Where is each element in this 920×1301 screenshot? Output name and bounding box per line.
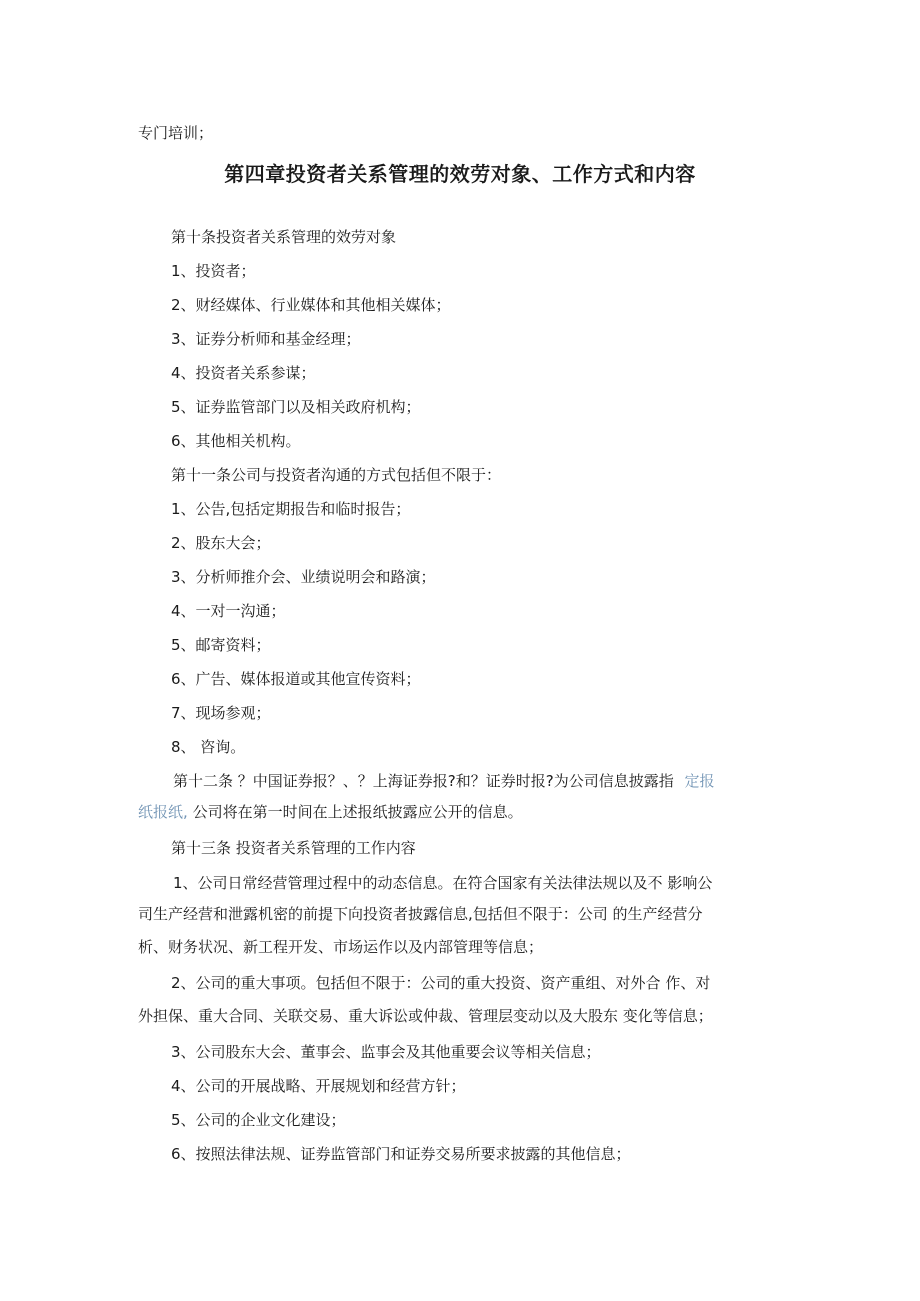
article-13-item-1-line: 1、公司日常经营管理过程中的动态信息。在符合国家有关法律法规以及不 影响公 [173, 874, 713, 892]
article-11-item: 6、广告、媒体报道或其他宣传资料； [171, 670, 421, 688]
article-10-item: 4、投资者关系参谋； [171, 364, 316, 382]
article-12-link[interactable]: 定报 [684, 772, 715, 790]
article-10-item: 2、财经媒体、行业媒体和其他相关媒体； [171, 296, 451, 314]
article-10-item: 3、证券分析师和基金经理； [171, 330, 361, 348]
article-12-text: 公司将在第一时间在上述报纸披露应公开的信息。 [192, 803, 523, 821]
article-11-item: 1、公告,包括定期报告和临时报告； [171, 500, 411, 518]
chapter-title: 第四章投资者关系管理的效劳对象、工作方式和内容 [224, 162, 696, 186]
article-12-link[interactable]: 纸报纸, [138, 803, 188, 821]
article-13-heading: 第十三条 投资者关系管理的工作内容 [171, 839, 416, 857]
article-12-text: 第十二条 ？中国证券报？、？上海证券报?和？证券时报?为公司信息披露指 [173, 772, 674, 790]
article-13-item-2-line: 2、公司的重大事项。包括但不限于：公司的重大投资、资产重组、对外合 作、对 [171, 974, 711, 992]
article-12-line-2 [138, 802, 523, 822]
article-11-item: 8、 咨询。 [171, 738, 246, 756]
article-11-item: 7、现场参观； [171, 704, 271, 722]
article-11-item: 5、邮寄资料； [171, 636, 271, 654]
article-10-item: 5、证券监管部门以及相关政府机构； [171, 398, 421, 416]
article-11-item: 4、一对一沟通； [171, 602, 286, 620]
intro-text: 专门培训； [138, 124, 214, 142]
article-13-item-2-line: 外担保、重大合同、关联交易、重大诉讼或仲裁、管理层变动以及大股东 变化等信息； [138, 1007, 713, 1025]
article-11-heading: 第十一条公司与投资者沟通的方式包括但不限于： [171, 466, 502, 484]
article-10-item: 1、投资者； [171, 262, 256, 280]
article-12-line-1 [173, 771, 715, 791]
article-11-item: 2、股东大会； [171, 534, 271, 552]
article-13-item: 3、公司股东大会、董事会、监事会及其他重要会议等相关信息； [171, 1043, 601, 1061]
article-13-item-1-line: 司生产经营和泄露机密的前提下向投资者披露信息,包括但不限于：公司 的生产经营分 [138, 905, 703, 923]
article-13-item: 4、公司的开展战略、开展规划和经营方针； [171, 1077, 466, 1095]
article-13-item: 6、按照法律法规、证券监管部门和证券交易所要求披露的其他信息； [171, 1145, 631, 1163]
article-10-heading: 第十条投资者关系管理的效劳对象 [171, 228, 397, 246]
article-13-item-1-line: 析、财务状况、新工程开发、市场运作以及内部管理等信息； [138, 938, 544, 956]
article-10-item: 6、其他相关机构。 [171, 432, 301, 450]
article-11-item: 3、分析师推介会、业绩说明会和路演； [171, 568, 436, 586]
article-13-item: 5、公司的企业文化建设； [171, 1111, 346, 1129]
